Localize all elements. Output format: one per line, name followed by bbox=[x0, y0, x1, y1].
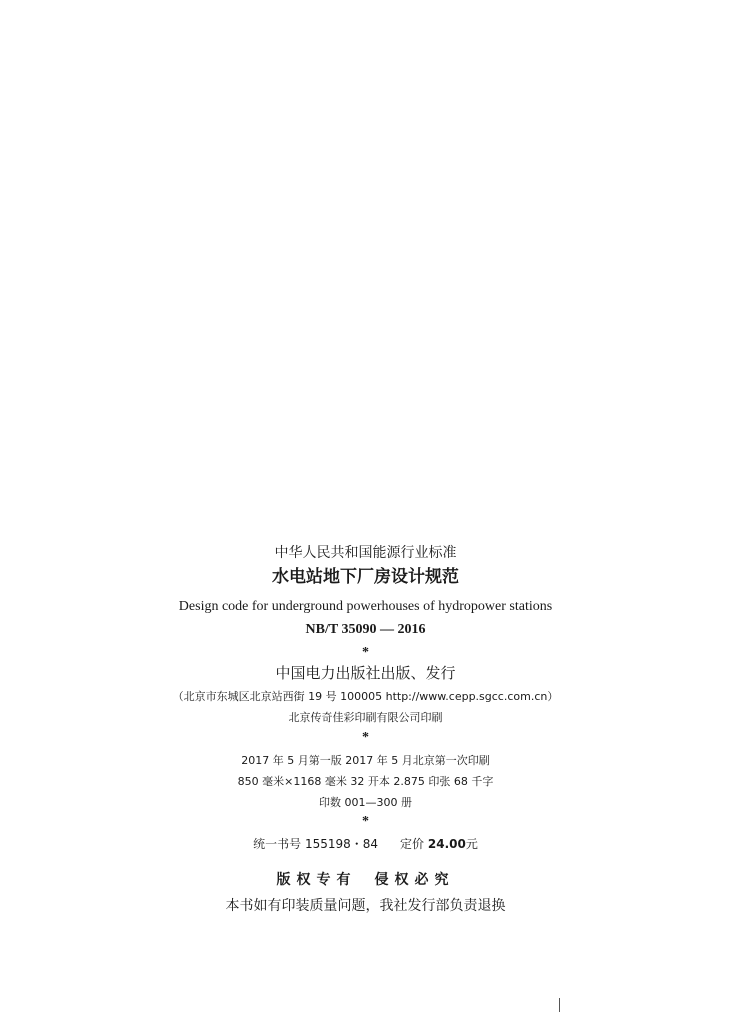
publisher-address: （北京市东城区北京站西街 19 号 100005 http://www.cepp.sgcc.com.cn） bbox=[172, 690, 559, 703]
page-edge-mark bbox=[559, 998, 560, 1012]
publisher: 中国电力出版社出版、发行 bbox=[275, 664, 456, 682]
format-info: 850 毫米×1168 毫米 32 开本 2.875 印张 68 千字 bbox=[237, 775, 494, 788]
title-english: Design code for underground powerhouses of hydropower stations bbox=[178, 599, 553, 614]
separator-asterisk: * bbox=[362, 814, 369, 829]
price-unit: 元 bbox=[465, 837, 478, 851]
separator-asterisk: * bbox=[362, 730, 369, 745]
printer: 北京传奇佳彩印刷有限公司印刷 bbox=[288, 711, 443, 724]
price-value: 24.00 bbox=[427, 837, 466, 851]
book-number-price bbox=[0, 838, 731, 850]
copyright-left: 版权专有 bbox=[276, 872, 357, 888]
edition-info: 2017 年 5 月第一版 2017 年 5 月北京第一次印刷 bbox=[241, 754, 490, 767]
return-notice: 本书如有印装质量问题，我社发行部负责退换 bbox=[225, 898, 506, 914]
standard-code: NB/T 35090 — 2016 bbox=[305, 622, 426, 637]
copyright-notice bbox=[0, 873, 731, 887]
price-label: 定价 bbox=[400, 837, 425, 851]
copyright-right: 侵权必究 bbox=[374, 872, 455, 888]
book-number: 统一书号 155198・84 bbox=[253, 837, 379, 851]
standard-type: 中华人民共和国能源行业标准 bbox=[274, 545, 457, 561]
title-chinese: 水电站地下厂房设计规范 bbox=[272, 567, 459, 587]
separator-asterisk: * bbox=[362, 645, 369, 660]
print-count: 印数 001—300 册 bbox=[319, 796, 412, 809]
